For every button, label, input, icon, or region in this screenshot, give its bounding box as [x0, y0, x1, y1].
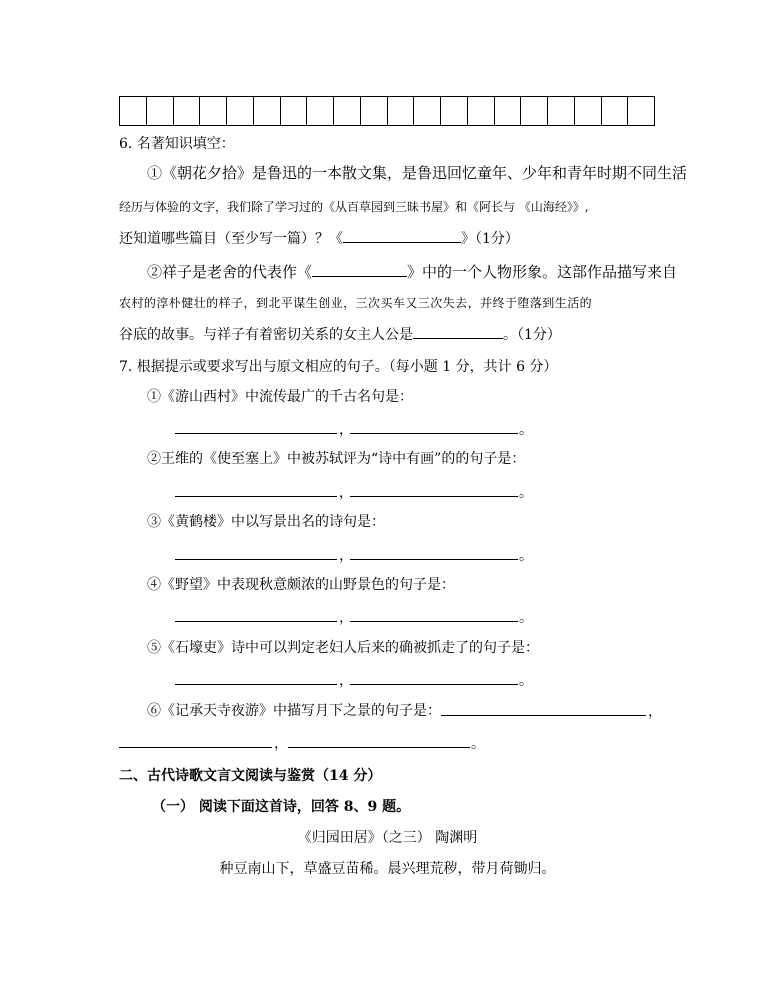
answer-grid-cell[interactable]: [227, 97, 254, 125]
q7-4-period: 。: [519, 610, 533, 626]
answer-grid-cell[interactable]: [548, 97, 575, 125]
q7-item-5: ⑤《石壕吏》诗中可以判定老妇人后来的确被抓走了的句子是：: [147, 640, 539, 656]
answer-grid-cell[interactable]: [441, 97, 468, 125]
q7-3-period: 。: [519, 548, 533, 564]
q6-p2-line1-pre: ②祥子是老舍的代表作《: [147, 263, 313, 281]
q7-item-1: ①《游山西村》中流传最广的千古名句是：: [147, 389, 413, 405]
q7-item-6: ⑥《记承天寺夜游》中描写月下之景的句子是：: [147, 703, 441, 719]
poem-line-1: 种豆南山下，草盛豆苗稀。晨兴理荒秽，带月荷锄归。: [219, 861, 556, 877]
q6-blank-3[interactable]: [413, 325, 503, 339]
q7-6-blank-a[interactable]: [441, 715, 646, 716]
q7-2-blank-b[interactable]: [350, 496, 518, 497]
answer-grid-cell[interactable]: [334, 97, 361, 125]
q6-p2-line3-post: 。（1分）: [503, 327, 561, 343]
poem-title: 《归园田居》（之三） 陶渊明: [297, 830, 478, 846]
answer-grid-cell[interactable]: [307, 97, 334, 125]
q6-p2-line2: 农村的淳朴健壮的样子，到北平谋生创业，三次买车又三次失去，并终于堕落到生活的: [119, 296, 593, 310]
answer-grid: [119, 96, 655, 126]
q6-p1-line2: 经历与体验的文字，我们除了学习过的《从百草园到三昧书屋》和《阿长与 《山海经》》,: [119, 200, 589, 214]
q6-p2-line1-post: 》中的一个人物形象。这部作品描写来自: [407, 263, 678, 281]
answer-grid-cell[interactable]: [575, 97, 602, 125]
q7-title: 7. 根据提示或要求写出与原文相应的句子。（每小题 1 分，共计 6 分）: [119, 359, 558, 375]
q6-p1-line3-post: 》（1分）: [461, 231, 519, 247]
answer-grid-cell[interactable]: [628, 97, 654, 125]
q7-2-blank-a[interactable]: [175, 496, 337, 497]
section2-heading: 二、古代诗歌文言文阅读与鉴赏（14 分）: [119, 768, 382, 784]
q7-item-4: ④《野望》中表现秋意颇浓的山野景色的句子是：: [147, 577, 455, 593]
q6-p1-line3-pre: 还知道哪些篇目（至少写一篇）？《: [119, 231, 343, 247]
answer-grid-cell[interactable]: [120, 97, 147, 125]
answer-grid-cell[interactable]: [361, 97, 388, 125]
answer-grid-cell[interactable]: [147, 97, 174, 125]
q7-3-blank-a[interactable]: [175, 559, 337, 560]
q7-item-3: ③《黄鹤楼》中以写景出名的诗句是：: [147, 514, 385, 530]
q7-4-comma: ，: [339, 610, 353, 626]
q7-6-blank-b[interactable]: [119, 747, 272, 748]
q6-p2-line1: [147, 263, 677, 281]
q6-title: 6. 名著知识填空：: [119, 136, 235, 152]
answer-grid-cell[interactable]: [200, 97, 227, 125]
answer-grid-cell[interactable]: [495, 97, 522, 125]
answer-grid-cell[interactable]: [602, 97, 629, 125]
q7-1-comma: ，: [339, 422, 353, 438]
q7-4-blank-b[interactable]: [350, 621, 518, 622]
q6-p2-line3: [119, 325, 561, 344]
q7-5-blank-a[interactable]: [175, 684, 337, 685]
section2-subheading: （一） 阅读下面这首诗，回答 8、9 题。: [152, 799, 411, 815]
answer-grid-cell[interactable]: [414, 97, 441, 125]
q6-p1-line3: [119, 229, 519, 248]
q7-1-blank-a[interactable]: [175, 433, 337, 434]
q7-2-period: 。: [519, 485, 533, 501]
answer-grid-cell[interactable]: [521, 97, 548, 125]
q6-p1-line1: ①《朝花夕拾》是鲁迅的一本散文集，是鲁迅回忆童年、少年和青年时期不同生活: [147, 164, 688, 182]
q7-6-comma-2: ，: [274, 736, 288, 752]
q7-4-blank-a[interactable]: [175, 621, 337, 622]
q7-2-comma: ，: [339, 485, 353, 501]
q7-1-blank-b[interactable]: [350, 433, 518, 434]
q6-blank-1[interactable]: [343, 229, 461, 243]
answer-grid-cell[interactable]: [468, 97, 495, 125]
q7-item-2: ②王维的《使至塞上》中被苏轼评为“诗中有画”的的句子是：: [147, 451, 526, 467]
q7-6-period: 。: [471, 736, 485, 752]
q7-1-period: 。: [519, 422, 533, 438]
answer-grid-cell[interactable]: [388, 97, 415, 125]
answer-grid-cell[interactable]: [254, 97, 281, 125]
q7-3-comma: ，: [339, 548, 353, 564]
answer-grid-cell[interactable]: [174, 97, 201, 125]
q7-5-period: 。: [519, 673, 533, 689]
q7-5-comma: ，: [339, 673, 353, 689]
q6-blank-2[interactable]: [312, 263, 407, 277]
q6-p2-line3-pre: 谷底的故事。与祥子有着密切关系的女主人公是: [119, 327, 413, 343]
q7-6-comma-1: ，: [648, 704, 662, 720]
q7-6-blank-c[interactable]: [288, 747, 470, 748]
q7-5-blank-b[interactable]: [350, 684, 518, 685]
q7-3-blank-b[interactable]: [350, 559, 518, 560]
answer-grid-cell[interactable]: [281, 97, 308, 125]
